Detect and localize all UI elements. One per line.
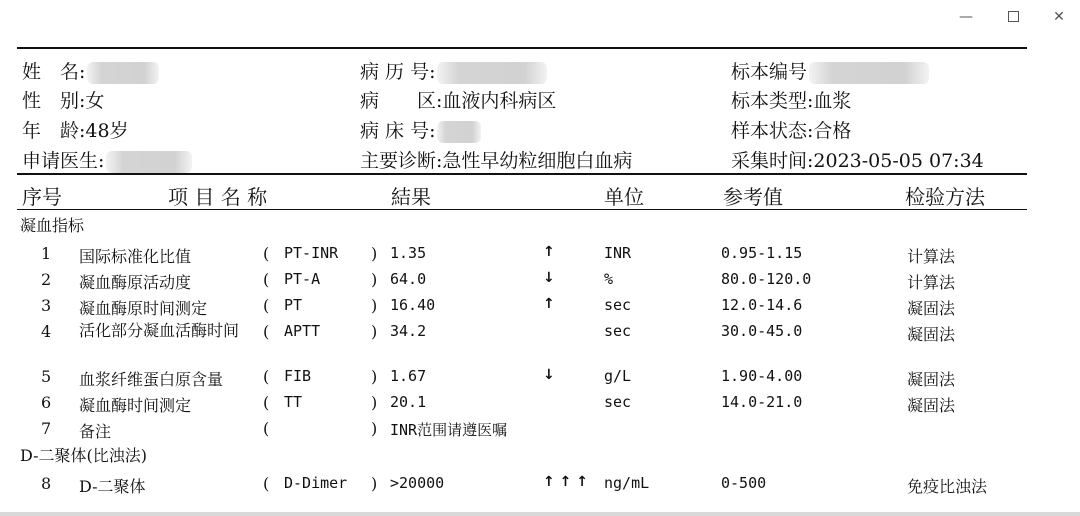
close-button[interactable] <box>1044 6 1074 28</box>
flag-arrow-icon: ↓ <box>543 367 555 383</box>
diagnosis-value: 急性早幼粒细胞白血病 <box>442 150 633 172</box>
paren-open: ( <box>263 244 270 263</box>
paren-open: ( <box>263 322 270 341</box>
redacted-doctor <box>106 151 192 173</box>
unit-value: sec <box>604 393 632 411</box>
specimen-no <box>731 57 929 84</box>
row-number: 1 <box>41 244 52 263</box>
diagnosis <box>360 146 632 173</box>
row-number: 3 <box>41 296 52 315</box>
redacted-name <box>87 62 159 84</box>
result-value: 64.0 <box>390 270 427 288</box>
reference-range: 30.0-45.0 <box>721 322 803 340</box>
section-coagulation: 凝血指标 <box>20 216 85 235</box>
item-name: 凝血酶原时间测定 <box>79 299 208 318</box>
row-number: 2 <box>41 270 52 289</box>
test-method: 凝固法 <box>907 325 956 344</box>
item-name: 活化部分凝血活酶时间 <box>79 321 240 340</box>
row-number: 8 <box>41 474 52 493</box>
reference-range: 12.0-14.6 <box>721 296 803 314</box>
reference-range: 14.0-21.0 <box>721 393 803 411</box>
paren-close: ) <box>371 322 378 341</box>
reference-range: 0.95-1.15 <box>721 244 803 262</box>
unit-value: g/L <box>604 367 632 385</box>
collection-time <box>731 146 984 173</box>
flag-arrow-icon: ↑ <box>543 296 555 312</box>
unit-value: sec <box>604 322 632 340</box>
medical-record-no <box>360 57 547 84</box>
row-number: 7 <box>41 419 52 438</box>
window-bottom-border <box>0 512 1080 516</box>
result-value: 1.35 <box>390 244 427 262</box>
top-rule <box>17 47 1027 49</box>
item-code: D-Dimer <box>284 474 348 492</box>
paren-open: ( <box>263 296 270 315</box>
specimen-no-label: 标本编号 <box>731 61 808 83</box>
column-header-rule <box>17 209 1027 210</box>
reference-range: 80.0-120.0 <box>721 270 812 288</box>
age-label: 年 龄: <box>22 120 86 142</box>
row-number: 4 <box>41 322 52 341</box>
test-method: 免疫比浊法 <box>907 477 988 496</box>
reference-range: 0-500 <box>721 474 767 492</box>
paren-open: ( <box>263 419 270 438</box>
item-code: PT <box>284 296 303 314</box>
item-name: D-二聚体 <box>79 477 146 496</box>
close-icon: ✕ <box>1053 9 1065 25</box>
unit-value: sec <box>604 296 632 314</box>
result-value: 20.1 <box>390 393 427 411</box>
requesting-doctor <box>22 146 192 173</box>
result-value: >20000 <box>390 474 445 492</box>
doctor-label: 申请医生: <box>22 150 105 172</box>
item-name: 凝血酶时间测定 <box>79 396 192 415</box>
specimen-type-label: 标本类型: <box>731 90 814 112</box>
paren-open: ( <box>263 367 270 386</box>
paren-open: ( <box>263 270 270 289</box>
paren-close: ) <box>371 296 378 315</box>
paren-close: ) <box>371 474 378 493</box>
specimen-type-value: 血浆 <box>813 90 852 112</box>
item-name: 备注 <box>79 422 112 441</box>
test-method: 计算法 <box>907 273 956 292</box>
paren-close: ) <box>371 270 378 289</box>
paren-open: ( <box>263 393 270 412</box>
item-code: APTT <box>284 322 321 340</box>
collect-time-value: 2023-05-05 07:34 <box>813 150 984 172</box>
result-value: 1.67 <box>390 367 427 385</box>
paren-close: ) <box>371 393 378 412</box>
ward-value: 血液内科病区 <box>442 90 557 112</box>
result-value: INR范围请遵医嘱 <box>390 421 508 439</box>
name-label: 姓 名: <box>22 61 86 83</box>
row-number: 6 <box>41 393 52 412</box>
item-code: PT-INR <box>284 244 339 262</box>
redacted-bed-no <box>437 121 481 143</box>
col-no: 序号 <box>22 185 62 209</box>
minimize-button[interactable] <box>951 6 981 28</box>
maximize-icon <box>1008 11 1019 22</box>
record-label: 病 历 号: <box>360 61 436 83</box>
test-method: 计算法 <box>907 247 956 266</box>
flag-arrow-icon: ↑ <box>543 244 555 260</box>
item-code: FIB <box>284 367 312 385</box>
paren-close: ) <box>371 244 378 263</box>
unit-value: INR <box>604 244 632 262</box>
unit-value: ng/mL <box>604 474 650 492</box>
specimen-type <box>731 86 851 113</box>
sample-state-label: 样本状态: <box>731 120 814 142</box>
paren-close: ) <box>371 367 378 386</box>
collect-label: 采集时间: <box>731 150 814 172</box>
flag-arrow-icon: ↑ ↑ ↑ <box>543 474 588 490</box>
paren-open: ( <box>263 474 270 493</box>
ward-label: 病 区: <box>360 90 443 112</box>
age-value: 48岁 <box>85 120 129 142</box>
minimize-icon: — <box>959 9 973 25</box>
item-name: 国际标准化比值 <box>79 247 192 266</box>
redacted-specimen-no <box>809 62 929 84</box>
test-method: 凝固法 <box>907 396 956 415</box>
header-rule <box>17 173 1027 175</box>
flag-arrow-icon: ↓ <box>543 270 555 286</box>
redacted-record-no <box>437 62 547 84</box>
patient-name <box>22 57 159 84</box>
test-method: 凝固法 <box>907 299 956 318</box>
section-d-dimer: D-二聚体(比浊法) <box>20 446 148 465</box>
item-name: 血浆纤维蛋白原含量 <box>79 370 224 389</box>
col-item-name: 项 目 名 称 <box>168 185 268 209</box>
col-method: 检验方法 <box>905 185 985 209</box>
maximize-button[interactable] <box>998 6 1028 28</box>
bed-label: 病 床 号: <box>360 120 436 142</box>
ward <box>360 86 556 113</box>
sample-state-value: 合格 <box>813 120 852 142</box>
unit-value: % <box>604 270 614 288</box>
sample-state <box>731 116 851 143</box>
reference-range: 1.90-4.00 <box>721 367 803 385</box>
col-result: 結果 <box>391 185 431 209</box>
diagnosis-label: 主要诊断: <box>360 150 443 172</box>
patient-age <box>22 116 129 143</box>
gender-value: 女 <box>85 90 105 112</box>
patient-gender <box>22 86 104 113</box>
bed-no <box>360 116 481 143</box>
gender-label: 性 别: <box>22 90 86 112</box>
col-reference: 参考值 <box>723 185 783 209</box>
item-name: 凝血酶原活动度 <box>79 273 192 292</box>
result-value: 34.2 <box>390 322 427 340</box>
window-titlebar <box>0 0 1080 34</box>
result-value: 16.40 <box>390 296 436 314</box>
item-code: PT-A <box>284 270 321 288</box>
test-method: 凝固法 <box>907 370 956 389</box>
row-number: 5 <box>41 367 52 386</box>
item-code: TT <box>284 393 303 411</box>
paren-close: ) <box>371 419 378 438</box>
col-unit: 单位 <box>604 185 644 209</box>
